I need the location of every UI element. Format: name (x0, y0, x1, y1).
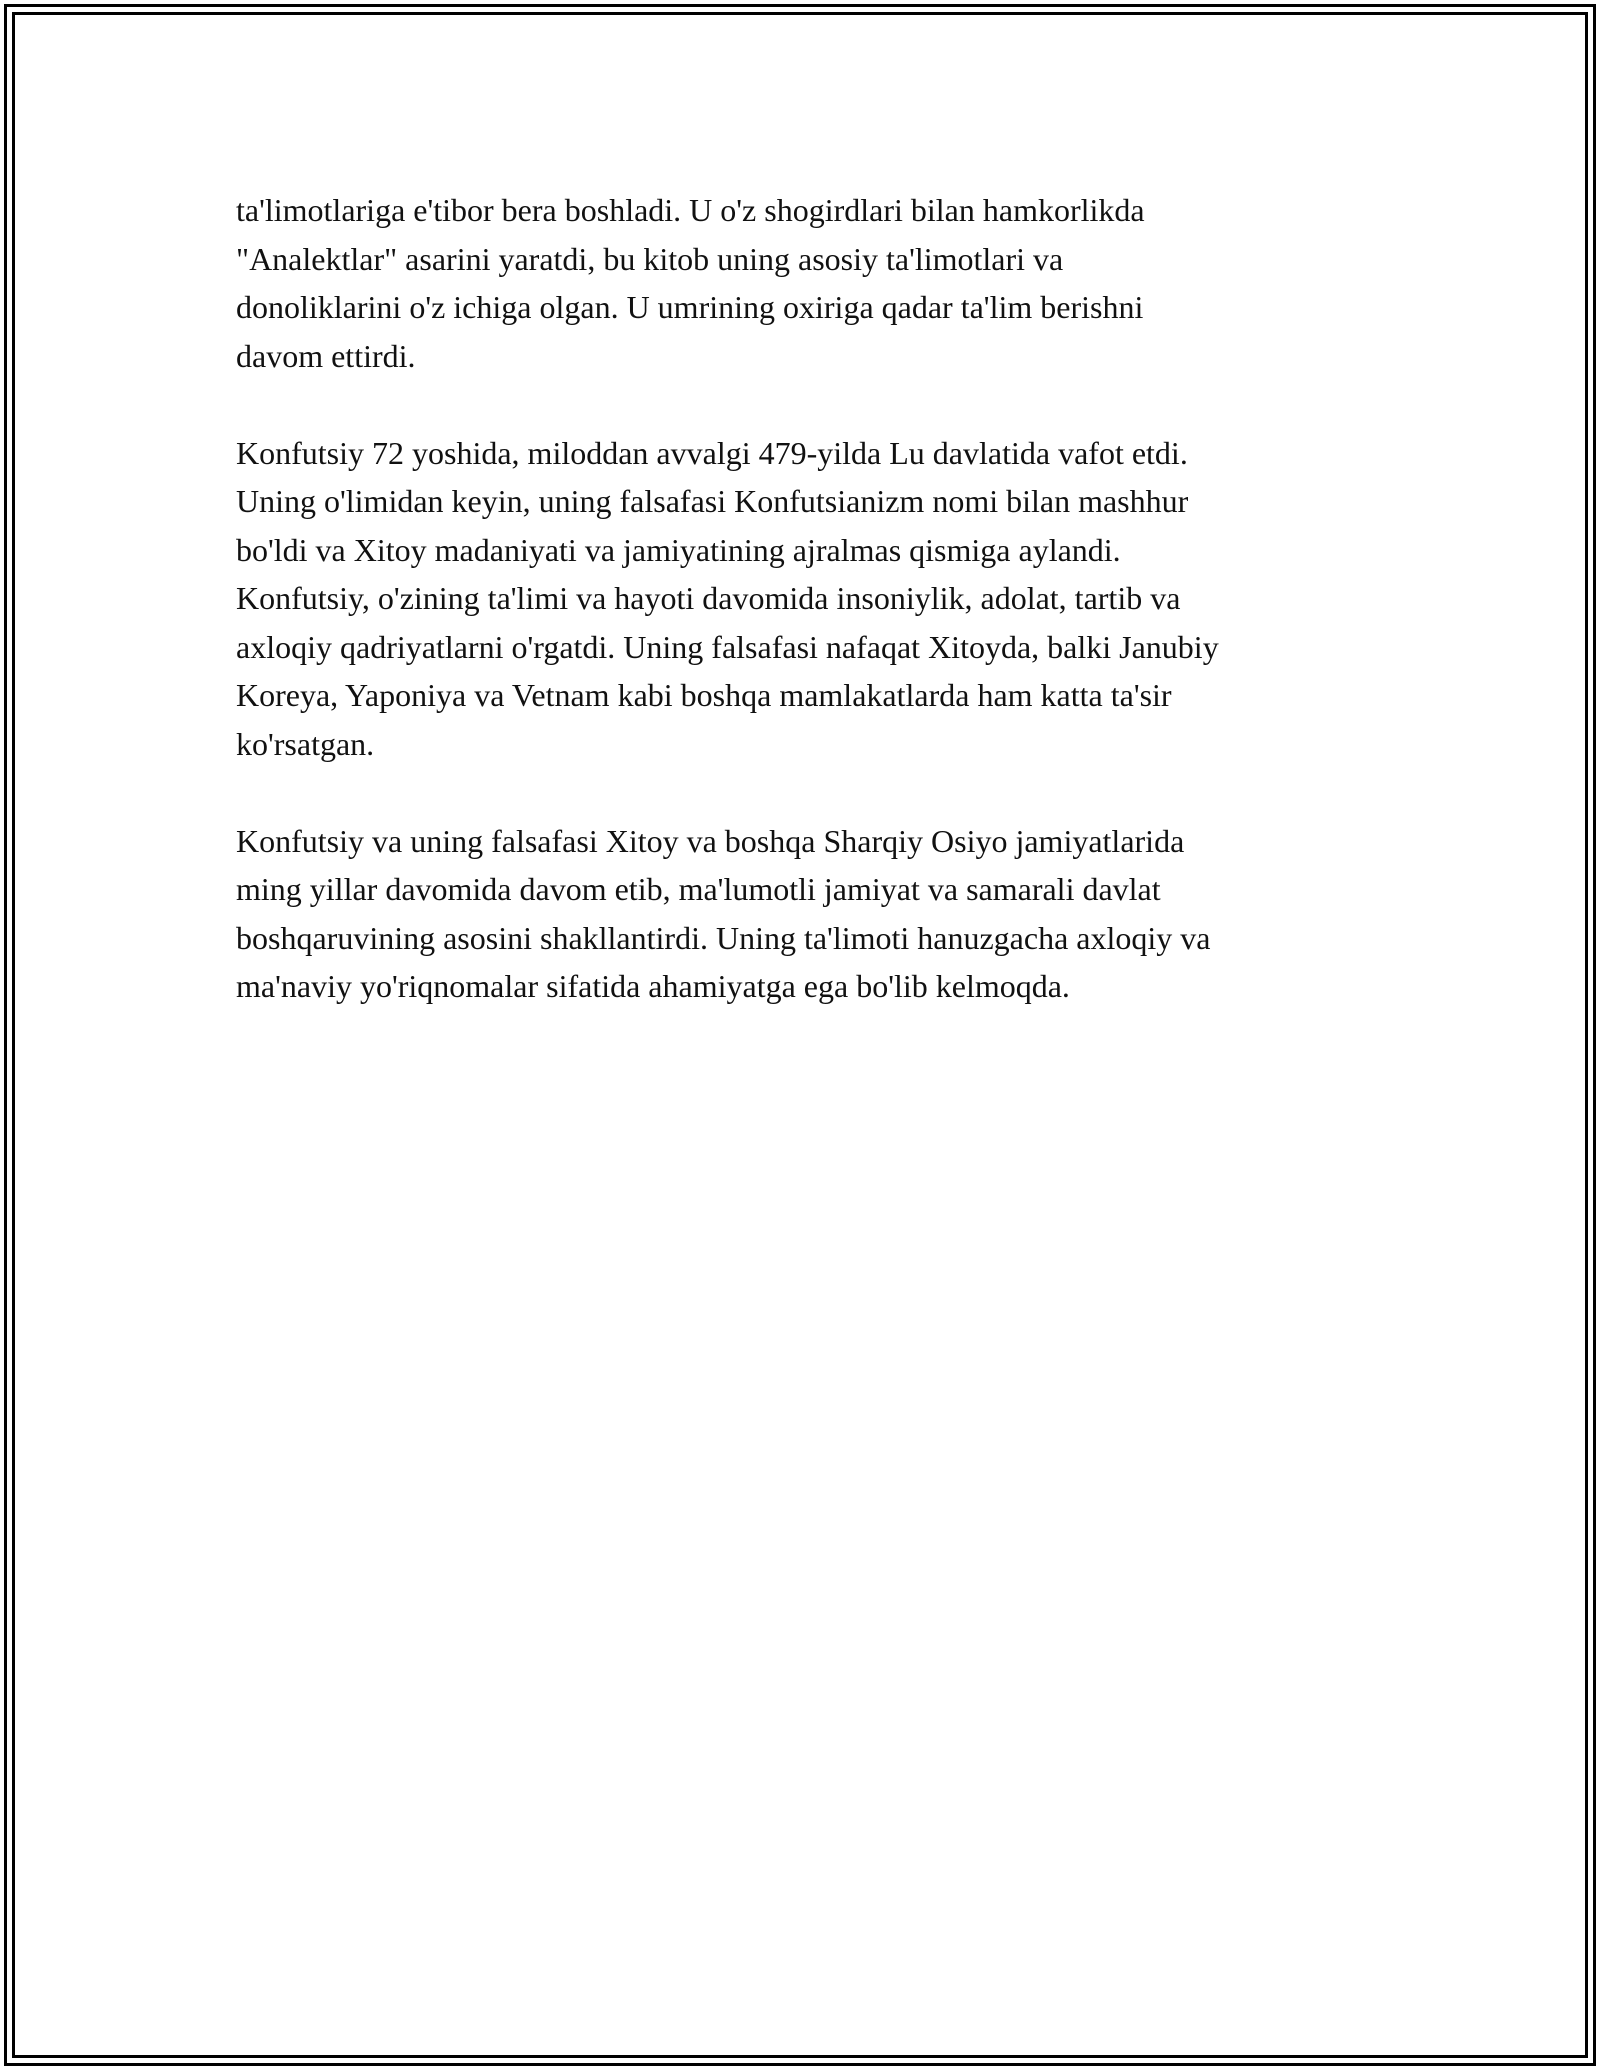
paragraph-line: Koreya, Yaponiya va Vetnam kabi boshqa mamlakatlarda ham katta ta'sir (236, 677, 1172, 713)
paragraph-line: ta'limotlariga e'tibor bera boshladi. U o'z shogirdlari bilan hamkorlikda (236, 192, 1145, 228)
paragraph-line: "Analektlar" asarini yaratdi, bu kitob uning asosiy ta'limotlari va (236, 240, 1064, 277)
paragraph-line: bo'ldi va Xitoy madaniyati va jamiyatining ajralmas qismiga aylandi. (236, 531, 1121, 568)
paragraph-line: ko'rsatgan. (236, 725, 375, 762)
paragraph-1 (236, 186, 1376, 380)
paragraph-line: Uning o'limidan keyin, uning falsafasi Konfutsianizm nomi bilan mashhur (236, 483, 1189, 519)
paragraph-line: donoliklarini o'z ichiga olgan. U umrining oxiriga qadar ta'lim berishni (236, 289, 1144, 325)
paragraph-line: ming yillar davomida davom etib, ma'lumotli jamiyat va samarali davlat (236, 871, 1161, 907)
paragraph-line: boshqaruvining asosini shakllantirdi. Uning ta'limoti hanuzgacha axloqiy va (236, 919, 1211, 956)
paragraph-3 (236, 817, 1376, 1011)
paragraph-line: Konfutsiy, o'zining ta'limi va hayoti davomida insoniylik, adolat, tartib va (236, 580, 1181, 616)
paragraph-2 (236, 429, 1376, 769)
paragraph-line: axloqiy qadriyatlarni o'rgatdi. Uning falsafasi nafaqat Xitoyda, balki Janubiy (236, 628, 1219, 665)
paragraph-line: ma'naviy yo'riqnomalar sifatida ahamiyatga ega bo'lib kelmoqda. (236, 968, 1070, 1004)
paragraph-line: Konfutsiy va uning falsafasi Xitoy va boshqa Sharqiy Osiyo jamiyatlarida (236, 822, 1185, 859)
paragraph-line: davom ettirdi. (236, 337, 416, 374)
page-body (236, 186, 1376, 1059)
paragraph-line: Konfutsiy 72 yoshida, miloddan avvalgi 479-yilda Lu davlatida vafot etdi. (236, 434, 1188, 471)
